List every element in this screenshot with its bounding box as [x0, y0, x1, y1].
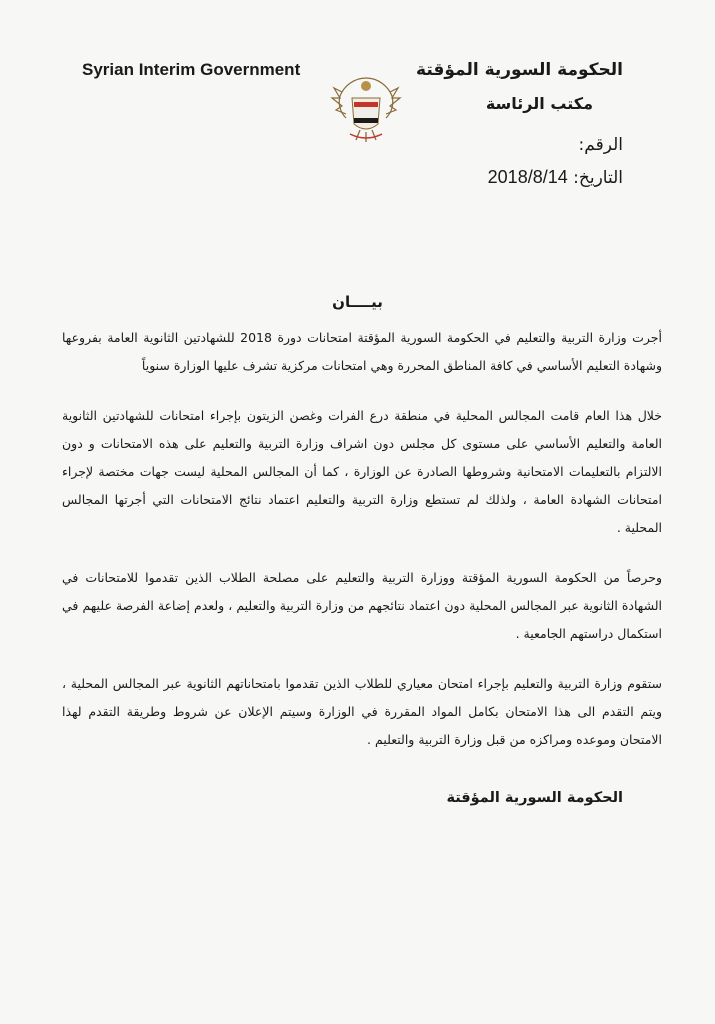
date-value: 2018/8/14	[487, 167, 568, 187]
signature-line: الحكومة السورية المؤقتة	[446, 790, 623, 806]
arabic-letterhead	[416, 60, 623, 113]
date-label: التاريخ:	[573, 168, 623, 188]
paragraph-1: أجرت وزارة التربية والتعليم في الحكومة السورية المؤقتة امتحانات دورة 2018 للشهادتين الثانوية العامة بفروعها وشهادة التعليم الأساسي في كافة المناطق المحررة وهي امتحانات مركزية تشرف عليها الوزارة سنوياً	[62, 330, 663, 373]
english-government-title: Syrian Interim Government	[82, 60, 301, 79]
paragraph-4: ستقوم وزارة التربية والتعليم بإجراء امتحان معياري للطلاب الذين تقدموا بامتحاناتهم الثانوية عبر المجالس المحلية ، ويتم التقدم الى هذا الامتحان بكامل المواد المقررة في الوزارة وسيتم الإعلان عن شروط وطريقة التقدم لهذا الامتحان وموعده ومراكزه من قبل وزارة التربية والتعليم .	[62, 676, 662, 747]
paragraph-3: وحرصاً من الحكومة السورية المؤقتة ووزارة التربية والتعليم على مصلحة الطلاب الذين تقدموا للامتحانات في الشهادة الثانوية عبر المجالس المحلية دون اعتماد نتائجهم من وزارة التربية والتعليم ، ولعدم إضاعة الفرصة عليهم في استكمال دراستهم الجامعية .	[62, 570, 662, 641]
reference-number-label: الرقم:	[578, 135, 623, 155]
statement-body	[62, 324, 662, 776]
eagle-emblem-icon	[330, 68, 402, 144]
document-meta	[488, 135, 623, 200]
statement-heading: بيــــان	[332, 293, 383, 311]
paragraph-2: خلال هذا العام قامت المجالس المحلية في منطقة درع الفرات وغصن الزيتون بإجراء امتحانات للشهادتين الثانوية العامة والتعليم الأساسي على مستوى كل مجلس دون اشراف وزارة التربية والتعليم على هذه الامتحانات و دون الالتزام بالتعليمات الامتحانية وشروطها الصادرة عن الوزارة ، كما أن المجالس المحلية ليست جهات مختصة لإجراء امتحانات الشهادة العامة ، ولذلك لم تستطع وزارة التربية والتعليم اعتماد نتائج الامتحانات التي أجرتها المجالس المحلية .	[62, 408, 662, 535]
presidency-office-title: مكتب الرئاسة	[485, 94, 593, 113]
date-line	[488, 167, 623, 188]
arabic-government-title: الحكومة السورية المؤقتة	[416, 60, 623, 80]
